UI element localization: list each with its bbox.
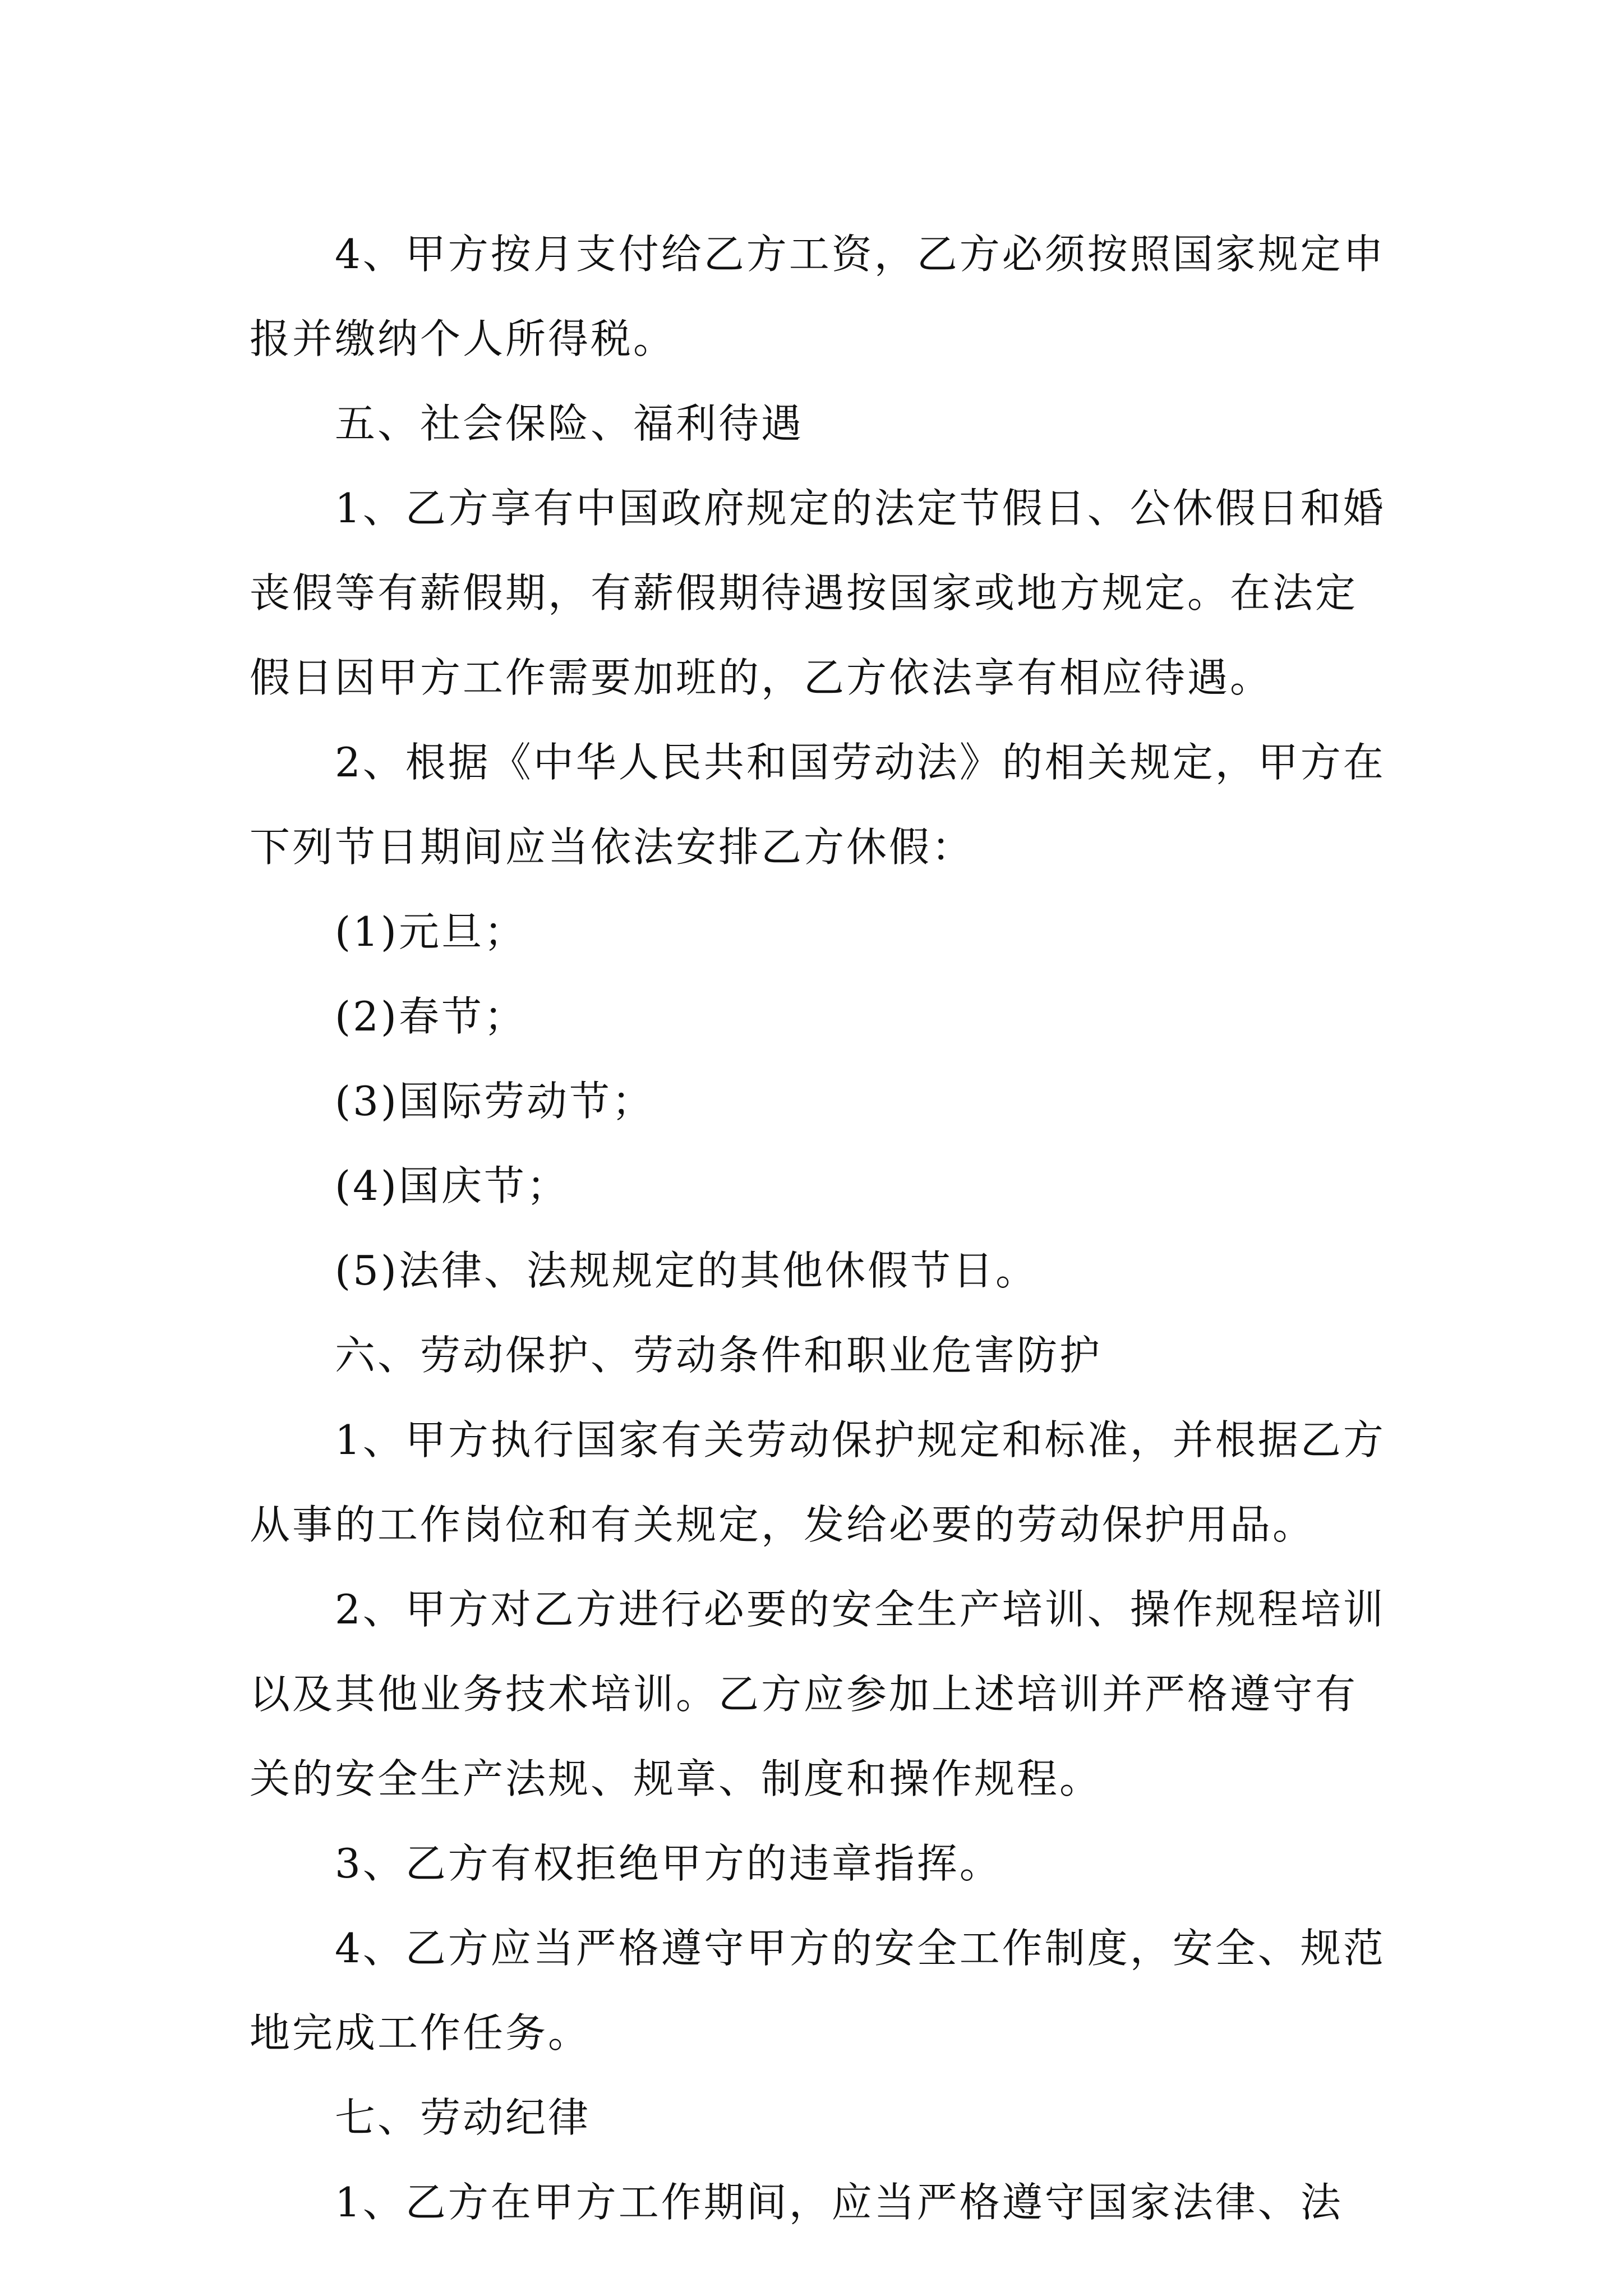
section-7-heading: 七、劳动纪律 (335, 2094, 591, 2141)
holiday-item-4: (4)国庆节； (335, 1162, 569, 1209)
clause-5-2-holidays: 2、根据《中华人民共和国劳动法》的相关规定，甲方在下列节日期间应当依法安排乙方休假： (250, 739, 1386, 871)
clause-4-wage-tax: 4、甲方按月支付给乙方工资，乙方必须按照国家规定申报并缴纳个人所得税。 (250, 231, 1386, 362)
clause-7-1-discipline: 1、乙方在甲方工作期间，应当严格遵守国家法律、法 (335, 2179, 1343, 2226)
clause-6-4-safety: 4、乙方应当严格遵守甲方的安全工作制度，安全、规范地完成工作任务。 (250, 1925, 1386, 2056)
holiday-item-1: (1)元旦； (335, 908, 527, 955)
section-6-heading: 六、劳动保护、劳动条件和职业危害防护 (335, 1332, 1103, 1379)
document-body (250, 212, 1391, 2245)
clause-6-1-protection: 1、甲方执行国家有关劳动保护规定和标准，并根据乙方从事的工作岗位和有关规定，发给必要的劳动保护用品。 (250, 1416, 1386, 1548)
section-5-heading: 五、社会保险、福利待遇 (335, 400, 804, 447)
clause-6-3-refuse: 3、乙方有权拒绝甲方的违章指挥。 (335, 1840, 1002, 1887)
holiday-item-3: (3)国际劳动节； (335, 1078, 654, 1125)
clause-5-1-paid-leave: 1、乙方享有中国政府规定的法定节假日、公休假日和婚丧假等有薪假期，有薪假期待遇按国家或地方规定。在法定假日因甲方工作需要加班的，乙方依法享有相应待遇。 (250, 485, 1386, 701)
holiday-item-2: (2)春节； (335, 993, 527, 1040)
clause-6-2-training: 2、甲方对乙方进行必要的安全生产培训、操作规程培训以及其他业务技术培训。乙方应参加上述培训并严格遵守有关的安全生产法规、规章、制度和操作规程。 (250, 1586, 1386, 1802)
holiday-item-5: (5)法律、法规规定的其他休假节日。 (335, 1247, 1038, 1294)
